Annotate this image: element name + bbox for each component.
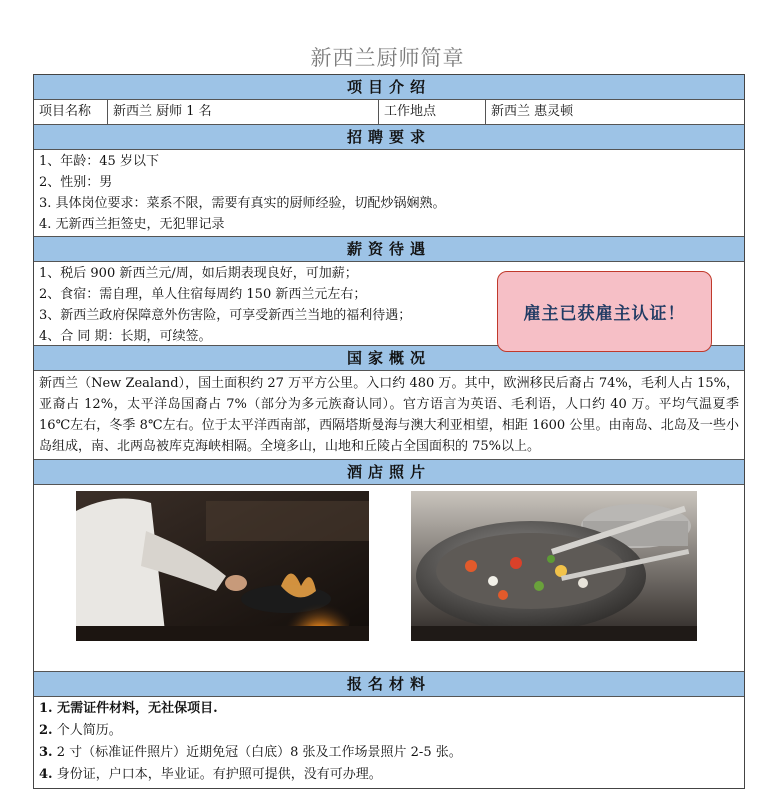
- requirement-item: 2、性别：男: [39, 175, 113, 190]
- material-text: 身份证，户口本，毕业证。有护照可提供，没有可办理。: [56, 767, 382, 782]
- material-text: 无需证件材料，无社保项目.: [57, 701, 218, 716]
- document-title: 新西兰厨师简章: [310, 46, 465, 70]
- material-item: [34, 742, 744, 764]
- project-name-value: 新西兰 厨师 1 名: [108, 100, 379, 124]
- employer-certified-badge: 雇主已获雇主认证！: [497, 271, 712, 352]
- requirement-item: 1、年龄：45 岁以下: [39, 154, 159, 169]
- project-info-row: [34, 100, 744, 125]
- requirement-item: 3. 具体岗位要求：菜系不限，需要有真实的厨师经验，切配炒锅娴熟。: [39, 196, 446, 211]
- material-item: [34, 698, 744, 720]
- material-number: 4.: [39, 767, 53, 782]
- salary-item: 2、食宿：需自理，单人住宿每周约 150 新西兰元左右；: [39, 287, 367, 302]
- brochure-table: [33, 74, 745, 789]
- hotel-photos: [34, 485, 744, 672]
- work-location-value: 新西兰 惠灵顿: [491, 104, 574, 119]
- salary-item: 3、新西兰政府保障意外伤害险，可享受新西兰当地的福利待遇；: [39, 308, 412, 323]
- section-header-hotel: 酒店照片: [34, 460, 744, 485]
- material-item: [34, 764, 744, 786]
- project-name-label: 项目名称: [34, 100, 108, 124]
- chef-cooking-photo: [76, 491, 369, 641]
- salary-block: [34, 262, 744, 346]
- section-header-materials: 报名材料: [34, 672, 744, 697]
- material-item: [34, 720, 744, 742]
- section-header-salary: 薪资待遇: [34, 237, 744, 262]
- salary-item: 1、税后 900 新西兰元/周，如后期表现良好，可加薪；: [39, 266, 358, 281]
- material-number: 3.: [39, 745, 53, 760]
- material-number: 2.: [39, 723, 53, 738]
- wok-vegetables-photo: [411, 491, 697, 641]
- work-location-label: 工作地点: [379, 100, 486, 124]
- requirements-block: [34, 150, 744, 237]
- requirement-item: 4. 无新西兰拒签史，无犯罪记录: [39, 217, 225, 232]
- section-header-project: 项目介绍: [34, 75, 744, 100]
- section-header-requirements: 招聘要求: [34, 125, 744, 150]
- material-text: 个人简历。: [56, 723, 122, 738]
- country-overview-text: 新西兰（New Zealand），国土面积约 27 万平方公里。入口约 480 万。其中，欧洲移民后裔占 74%，毛利人占 15%，亚裔占 12%，太平洋岛国裔占 7%（部分为多元族裔认同）。官方语言为英语、毛利语，人口约 40 万。平均气温夏季 16℃左右，冬季 8℃左右。位于太平洋西南部，西隔塔斯曼海与澳大利亚相望，相距 1600 公里。由南岛、北岛及一些小岛组成，南、北两岛被库克海峡相隔。全境多山，山地和丘陵占全国面积的 75%以上。: [34, 371, 744, 460]
- material-number: 1.: [39, 701, 53, 716]
- material-text: 2 寸（标准证件照片）近期免冠（白底）8 张及工作场景照片 2-5 张。: [56, 745, 462, 760]
- section-header-country: 国家概况: [34, 346, 744, 371]
- salary-item: 4、合 同 期：长期，可续签。: [39, 329, 212, 344]
- materials-block: [34, 697, 744, 788]
